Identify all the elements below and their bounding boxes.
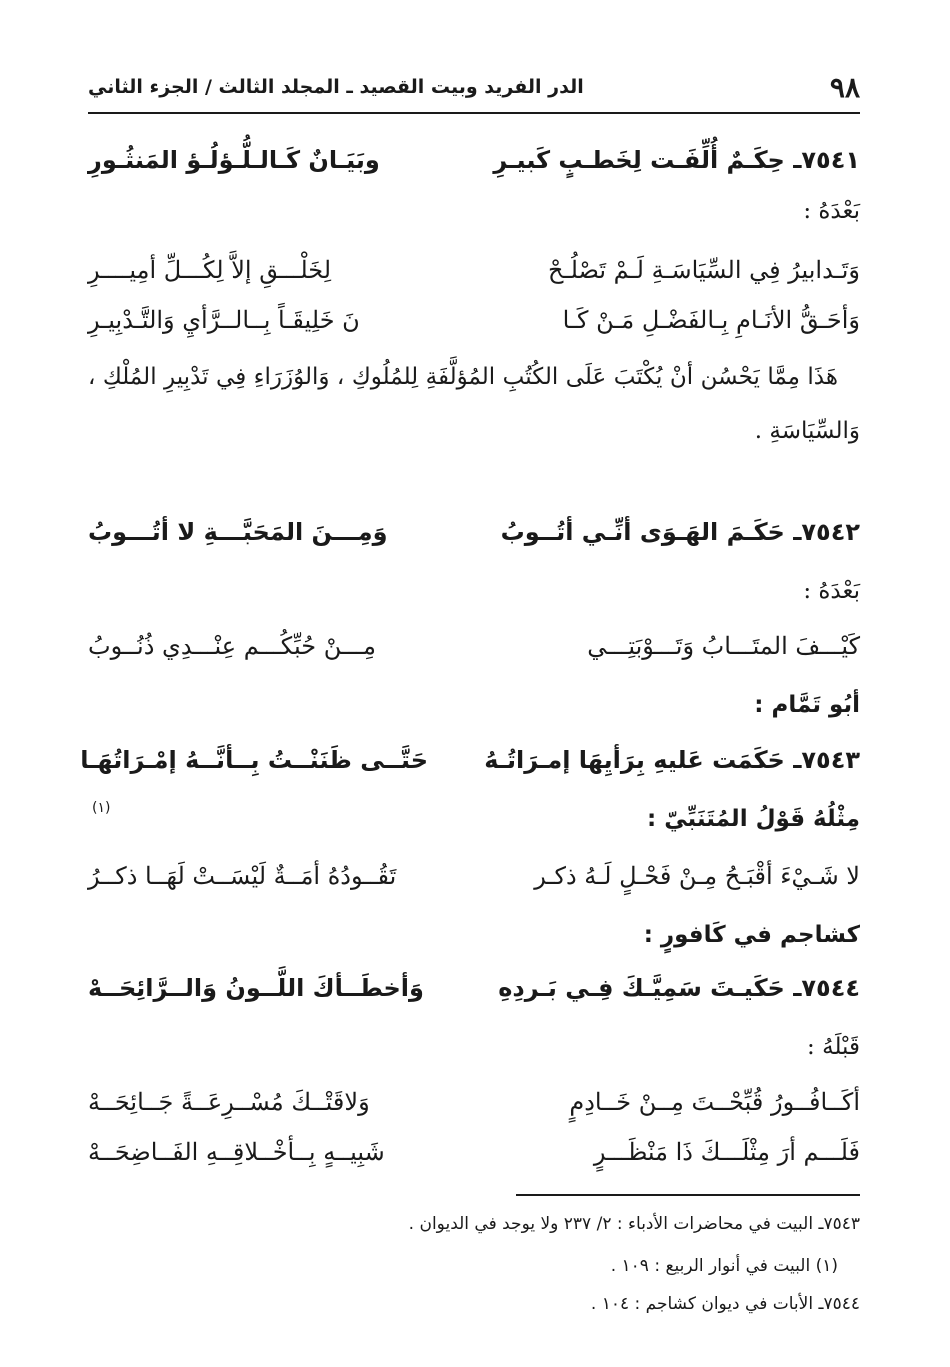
verse-second-hemistich: وبَيَـانٌ كَـالـلُّـؤلُـؤ المَنثُـورِ — [88, 146, 380, 174]
line-second-hemistich: مِـــنْ حُبِّكُـــم عِنْـــدِي ذُنُــوبُ — [88, 632, 376, 660]
line-second-hemistich: نَ خَلِيقَـاً بِــالــرَّأيِ وَالتَّـدْبِيـرِ — [88, 306, 360, 334]
verse-first-hemistich: ٧٥٤٤ـ حَكَيـتَ سَمِيَّـكَ فِـي بَـردِهِ — [498, 974, 860, 1002]
line-first-hemistich: أكَــافُــورُ قُبِّحْــتَ مِــنْ خَــادِمٍ — [569, 1088, 860, 1116]
verse-second-hemistich: وَمِـــنَ المَحَبَّـــةِ لا أتُـــوبُ — [88, 518, 388, 546]
commentary-paragraph — [88, 350, 860, 458]
line-second-hemistich: وَلاقَتْــكَ مُسْــرِعَــةً جَــائِحَــهْ — [88, 1088, 370, 1116]
verse-second-hemistich: حَتَّــى ظَنَنْــتُ بِــأنَّــهُ إمْـرَاتُهَـا — [80, 746, 428, 774]
page-number: ٩٨ — [829, 70, 860, 104]
verse-7542 — [88, 510, 860, 554]
footnote: (١) البيت في أنوار الربيع : ١٠٩ . — [610, 1256, 838, 1276]
footnote: ٧٥٤٣ـ البيت في محاضرات الأدباء : ٢/ ٢٣٧ ولا يوجد في الديوان . — [408, 1214, 860, 1234]
footnote-marker: (١) — [92, 800, 111, 816]
poem-line — [88, 1080, 860, 1124]
label-similar: مِثْلُهُ قَوْلُ المُتَنَبِّيّ : — [647, 806, 860, 832]
verse-7544 — [88, 966, 860, 1010]
running-title: الدر الفريد وبيت القصيد ـ المجلد الثالث / الجزء الثاني — [88, 76, 584, 98]
verse-7541 — [88, 138, 860, 182]
label-attribution: أبُو تَمَّام : — [754, 692, 860, 718]
verse-first-hemistich: ٧٥٤٢ـ حَكَـمَ الهَـوَى أنِّـي أتُــوبُ — [500, 518, 860, 546]
line-second-hemistich: تَقُــودُهُ أمَــةٌ لَيْسَــتْ لَهَــا ذكــرُ — [88, 862, 397, 890]
label-attribution: كشاجم في كَافورٍ : — [643, 922, 860, 948]
commentary-text: هَذَا مِمَّا يَحْسُن أنْ يُكْتَبَ عَلَى الكُتُبِ المُؤلَّفَةِ لِلمُلُوكِ ، وَالوُزَرَاءِ فِي تَدْبِيرِ المُلْكِ ، وَالسِّيَاسَةِ . — [88, 364, 860, 444]
line-second-hemistich: لِخَلْـــقِ إلاَّ لِكُـــلِّ أمِيــــرِ — [88, 256, 332, 284]
line-first-hemistich: وَتَـدابيرُ فِي السِّيَاسَـةِ لَـمْ تَصْلُـحْ — [548, 256, 860, 284]
line-first-hemistich: فَلَـــم أرَ مِثْلَـــكَ ذَا مَنْظَـــرٍ — [593, 1138, 860, 1166]
poem-line — [88, 624, 860, 668]
poem-line — [88, 248, 860, 292]
page-header — [88, 66, 860, 108]
verse-second-hemistich: وَأخطَــأكَ اللَّــونُ وَالــرَّائِحَــهْ — [88, 974, 424, 1002]
poem-line — [88, 298, 860, 342]
line-first-hemistich: وَأحَـقُّ الأنَـامِ بِـالفَضْـلِ مَـنْ كَـا — [562, 306, 860, 334]
label-after: بَعْدَهُ : — [803, 198, 860, 224]
footnote: ٧٥٤٤ـ الأبات في ديوان كشاجم : ١٠٤ . — [590, 1294, 860, 1314]
verse-7543 — [80, 738, 860, 782]
header-rule — [88, 112, 860, 114]
line-second-hemistich: شَبِيــهٍ بِــأخْــلاقِــهِ الفَــاضِحَــهْ — [88, 1138, 385, 1166]
poem-line — [88, 854, 860, 898]
poem-line — [88, 1130, 860, 1174]
label-before: قَبْلَهُ : — [807, 1034, 860, 1060]
label-after: بَعْدَهُ : — [803, 578, 860, 604]
verse-first-hemistich: ٧٥٤٣ـ حَكَمَت عَليهِ بِرَأيِهَا إمـرَاتُـهُ — [484, 746, 860, 774]
verse-first-hemistich: ٧٥٤١ـ حِكَـمٌ أُلِّفَـت لِخَطـبٍ كَبيـرِ — [493, 146, 860, 174]
line-first-hemistich: كَيْـــفَ المتَـــابُ وَتَـــوْبَتِـــي — [587, 632, 860, 660]
footnote-rule — [516, 1194, 860, 1196]
line-first-hemistich: لا شَـيْءَ أقْبَـحُ مِـنْ فَحْـلٍ لَـهُ ذكـر — [534, 862, 860, 890]
